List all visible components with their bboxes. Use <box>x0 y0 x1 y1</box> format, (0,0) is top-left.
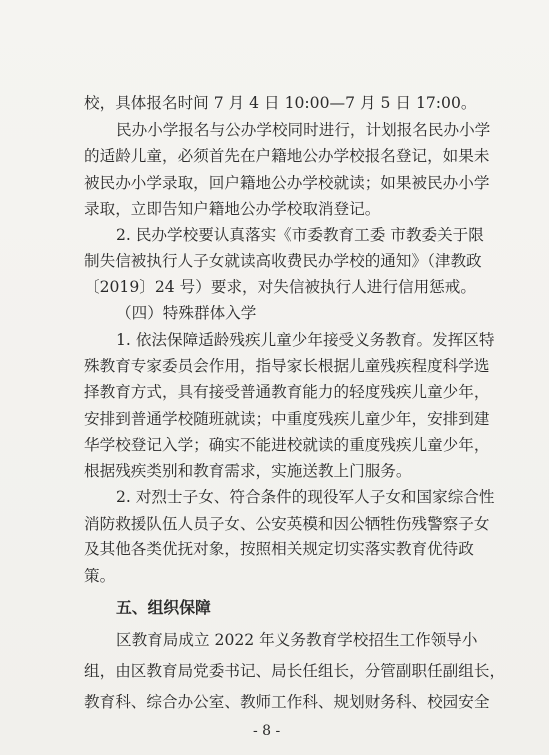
text-line: 的适龄儿童，必须首先在户籍地公办学校报名登记，如果未 <box>84 147 490 165</box>
text-line: 策。 <box>84 567 116 585</box>
text-line: 安排到普通学校随班就读；中重度残疾儿童少年，安排到建 <box>84 410 490 428</box>
text-line: 华学校登记入学；确实不能进校就读的重度残疾儿童少年， <box>84 436 490 454</box>
text-line: 2. 对烈士子女、符合条件的现役军人子女和国家综合性 <box>116 488 495 506</box>
text-line: 择教育方式，具有接受普通教育能力的轻度残疾儿童少年， <box>84 383 490 401</box>
text-line: 消防救援队伍人员子女、公安英模和因公牺牲伤残警察子女 <box>84 515 490 533</box>
page-number: - 8 - <box>253 723 281 739</box>
text-line: 区教育局成立 2022 年义务教育学校招生工作领导小 <box>116 631 478 649</box>
text-line: 被民办小学录取，回户籍地公办学校就读；如果被民办小学 <box>84 174 490 192</box>
text-line: 2. 民办学校要认真落实《市委教育工委 市教委关于限 <box>116 226 484 244</box>
text-line: 教育科、综合办公室、教师工作科、规划财务科、校园安全 <box>84 693 490 711</box>
section-heading: 五、组织保障 <box>116 598 211 617</box>
text-line: 殊教育专家委员会作用，指导家长根据儿童残疾程度科学选 <box>84 357 490 375</box>
text-line: 组，由区教育局党委书记、局长任组长，分管副职任副组长， <box>84 662 506 680</box>
text-line: 1. 依法保障适龄残疾儿童少年接受义务教育。发挥区特 <box>116 331 495 349</box>
text-line: 制失信被执行人子女就读高收费民办学校的通知》（津教政 <box>84 252 482 270</box>
text-line: 〔2019〕24 号）要求，对失信被执行人进行信用惩戒。 <box>84 278 476 296</box>
text-line: 录取，立即告知户籍地公办学校取消登记。 <box>84 200 381 218</box>
text-line: 校，具体报名时间 7 月 4 日 10:00—7 月 5 日 17:00。 <box>84 94 477 112</box>
text-line: 民办小学报名与公办学校同时进行，计划报名民办小学 <box>116 121 491 139</box>
section-subheading: （四）特殊群体入学 <box>116 304 257 322</box>
text-line: 根据残疾类别和教育需求，实施送教上门服务。 <box>84 462 412 480</box>
text-line: 及其他各类优抚对象，按照相关规定切实落实教育优待政 <box>84 540 474 558</box>
